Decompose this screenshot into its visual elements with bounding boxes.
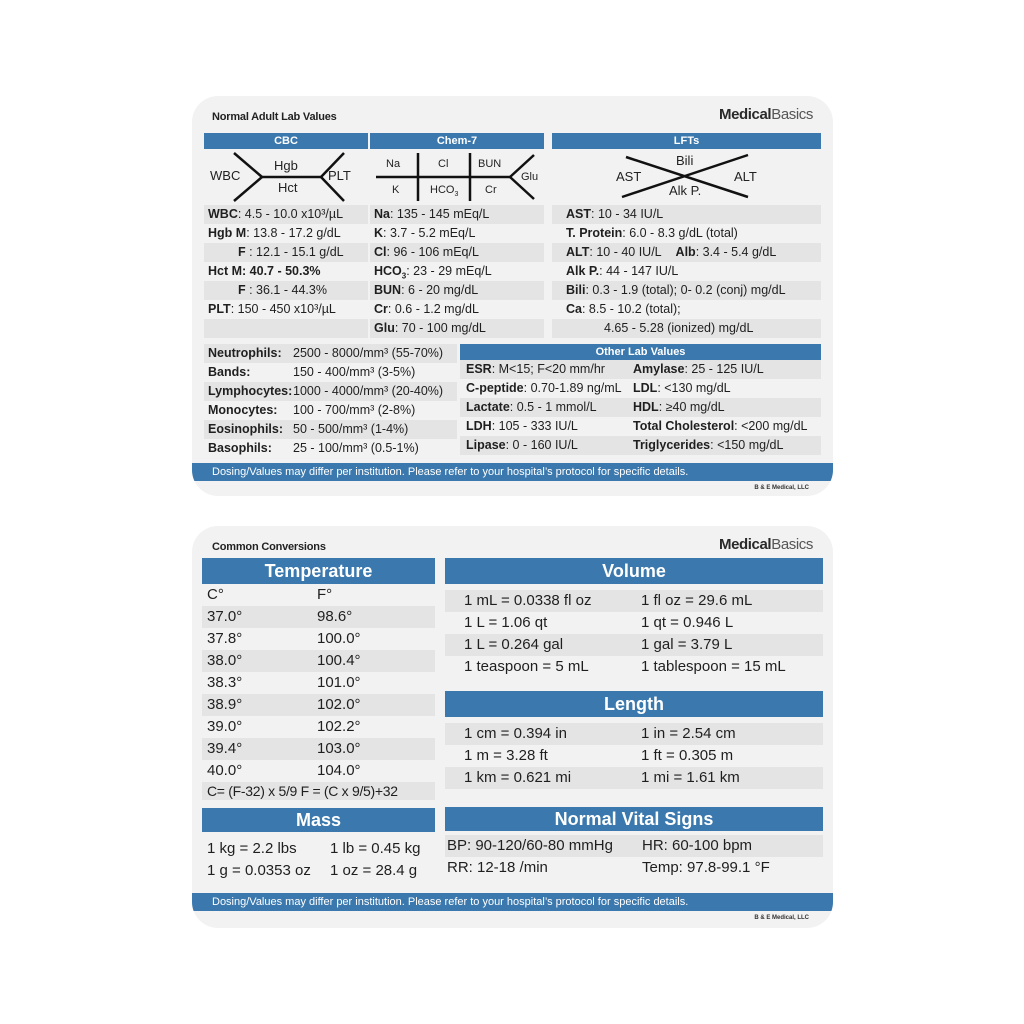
differential-values — [204, 344, 457, 458]
other-lab-row: Lactate: 0.5 - 1 mmol/L HDL: ≥40 mg/dL — [460, 398, 821, 417]
lfts-row: Ca: 8.5 - 10.2 (total); — [552, 300, 821, 319]
temperature-row: 37.0° 98.6° — [202, 606, 435, 628]
differential-row: Eosinophils: 50 - 500/mm³ (1-4%) — [204, 420, 457, 439]
vital-signs-row: BP: 90-120/60-80 mmHg HR: 60-100 bpm — [445, 835, 823, 857]
other-lab-values — [460, 360, 821, 455]
volume-row: 1 teaspoon = 5 mL 1 tablespoon = 15 mL — [445, 656, 823, 678]
temperature-row: 38.0° 100.4° — [202, 650, 435, 672]
chem7-row: Cl: 96 - 106 mEq/L — [370, 243, 544, 262]
differential-row: Lymphocytes:1000 - 4000/mm³ (20-40%) — [204, 382, 457, 401]
volume-panel — [445, 558, 823, 678]
chem7-diagram: Na Cl BUN K $HCO_3$ Cr Glu — [370, 149, 544, 205]
mass-row: 1 kg = 2.2 lbs 1 lb = 0.45 kg — [202, 838, 435, 860]
differential-row: Bands: 150 - 400/mm³ (3-5%) — [204, 363, 457, 382]
lfts-panel — [552, 133, 821, 338]
cbc-row: PLT: 150 - 450 x10³/µL — [204, 300, 368, 319]
differential-row: Monocytes: 100 - 700/mm³ (2-8%) — [204, 401, 457, 420]
other-lab-row: ESR: M<15; F<20 mm/hr Amylase: 25 - 125 IU/L — [460, 360, 821, 379]
cbc-row: Hct M: 40.7 - 50.3% — [204, 262, 368, 281]
temperature-formula: C= (F-32) x 5/9 F = (C x 9/5)+32 — [202, 782, 435, 800]
vital-signs-row: RR: 12-18 /min Temp: 97.8-99.1 °F — [445, 857, 823, 879]
cbc-header: CBC — [204, 133, 368, 149]
volume-table — [445, 584, 823, 678]
lfts-x-diagram: AST Bili Alk P. ALT — [552, 149, 821, 205]
wbc-differential-panel — [204, 344, 457, 458]
mass-table — [202, 832, 435, 882]
length-table — [445, 717, 823, 789]
lab-values-card — [192, 96, 833, 496]
disclaimer-band: Dosing/Values may differ per institution. Please refer to your hospital’s protocol for specific details. — [192, 463, 833, 481]
volume-header: Volume — [445, 558, 823, 584]
cbc-values — [204, 205, 368, 338]
company-credit: B & E Medical, LLC — [754, 915, 809, 921]
temperature-row: 40.0° 104.0° — [202, 760, 435, 782]
lfts-values — [552, 205, 821, 338]
mass-row: 1 g = 0.0353 oz 1 oz = 28.4 g — [202, 860, 435, 882]
lfts-row: Bili: 0.3 - 1.9 (total); 0- 0.2 (conj) mg/dL — [552, 281, 821, 300]
other-lab-row: Lipase: 0 - 160 IU/L Triglycerides: <150 mg/dL — [460, 436, 821, 455]
chem7-row: Na: 135 - 145 mEq/L — [370, 205, 544, 224]
length-panel — [445, 691, 823, 789]
length-row: 1 m = 3.28 ft 1 ft = 0.305 m — [445, 745, 823, 767]
chem7-row: Cr: 0.6 - 1.2 mg/dL — [370, 300, 544, 319]
other-lab-row: C-peptide: 0.70-1.89 ng/mL LDL: <130 mg/dL — [460, 379, 821, 398]
cbc-fishbone-diagram: WBC Hgb Hct PLT — [204, 149, 368, 205]
other-lab-row: LDH: 105 - 333 IU/L Total Cholesterol: <200 mg/dL — [460, 417, 821, 436]
lfts-row: 4.65 - 5.28 (ionized) mg/dL — [552, 319, 821, 338]
volume-row: 1 mL = 0.0338 fl oz 1 fl oz = 29.6 mL — [445, 590, 823, 612]
company-credit: B & E Medical, LLC — [754, 485, 809, 491]
lfts-row: ALT: 10 - 40 IU/L Alb: 3.4 - 5.4 g/dL — [552, 243, 821, 262]
other-lab-values-panel — [460, 344, 821, 455]
chem7-panel — [370, 133, 544, 338]
volume-row: 1 L = 0.264 gal 1 gal = 3.79 L — [445, 634, 823, 656]
lfts-header: LFTs — [552, 133, 821, 149]
temperature-table — [202, 584, 435, 782]
cbc-row: F : 36.1 - 44.3% — [204, 281, 368, 300]
other-lab-values-header: Other Lab Values — [460, 344, 821, 360]
chem7-header: Chem-7 — [370, 133, 544, 149]
lfts-row: Alk P.: 44 - 147 IU/L — [552, 262, 821, 281]
temperature-row: 38.9° 102.0° — [202, 694, 435, 716]
cbc-row: WBC: 4.5 - 10.0 x10³/µL — [204, 205, 368, 224]
vital-signs-panel — [445, 807, 823, 879]
conversions-card — [192, 526, 833, 928]
chem7-row: BUN: 6 - 20 mg/dL — [370, 281, 544, 300]
cbc-panel — [204, 133, 368, 338]
lfts-row: AST: 10 - 34 IU/L — [552, 205, 821, 224]
chem7-values — [370, 205, 544, 338]
temperature-column-headers: C° F° — [202, 584, 435, 606]
temperature-panel — [202, 558, 435, 800]
temperature-row: 39.4° 103.0° — [202, 738, 435, 760]
length-row: 1 cm = 0.394 in 1 in = 2.54 cm — [445, 723, 823, 745]
temperature-row: 39.0° 102.2° — [202, 716, 435, 738]
disclaimer-band: Dosing/Values may differ per institution. Please refer to your hospital’s protocol for specific details. — [192, 893, 833, 911]
temperature-row: 38.3° 101.0° — [202, 672, 435, 694]
cbc-row-empty — [204, 319, 368, 338]
brand-logo: MedicalBasics — [718, 106, 813, 123]
chem7-row: $HCO_3$: 23 - 29 mEq/L — [370, 262, 544, 281]
temperature-header: Temperature — [202, 558, 435, 584]
chem7-row: K: 3.7 - 5.2 mEq/L — [370, 224, 544, 243]
chem7-row: Glu: 70 - 100 mg/dL — [370, 319, 544, 338]
cbc-row: Hgb M: 13.8 - 17.2 g/dL — [204, 224, 368, 243]
differential-row: Neutrophils: 2500 - 8000/mm³ (55-70%) — [204, 344, 457, 363]
mass-panel — [202, 808, 435, 882]
cbc-row: F : 12.1 - 15.1 g/dL — [204, 243, 368, 262]
card-title: Common Conversions — [212, 541, 326, 553]
temperature-row: 37.8° 100.0° — [202, 628, 435, 650]
vital-signs-table — [445, 831, 823, 879]
brand-logo: MedicalBasics — [718, 536, 813, 553]
volume-row: 1 L = 1.06 qt 1 qt = 0.946 L — [445, 612, 823, 634]
mass-header: Mass — [202, 808, 435, 832]
length-row: 1 km = 0.621 mi 1 mi = 1.61 km — [445, 767, 823, 789]
differential-row: Basophils: 25 - 100/mm³ (0.5-1%) — [204, 439, 457, 458]
vital-signs-header: Normal Vital Signs — [445, 807, 823, 831]
lfts-row: T. Protein: 6.0 - 8.3 g/dL (total) — [552, 224, 821, 243]
length-header: Length — [445, 691, 823, 717]
card-title: Normal Adult Lab Values — [212, 111, 337, 123]
